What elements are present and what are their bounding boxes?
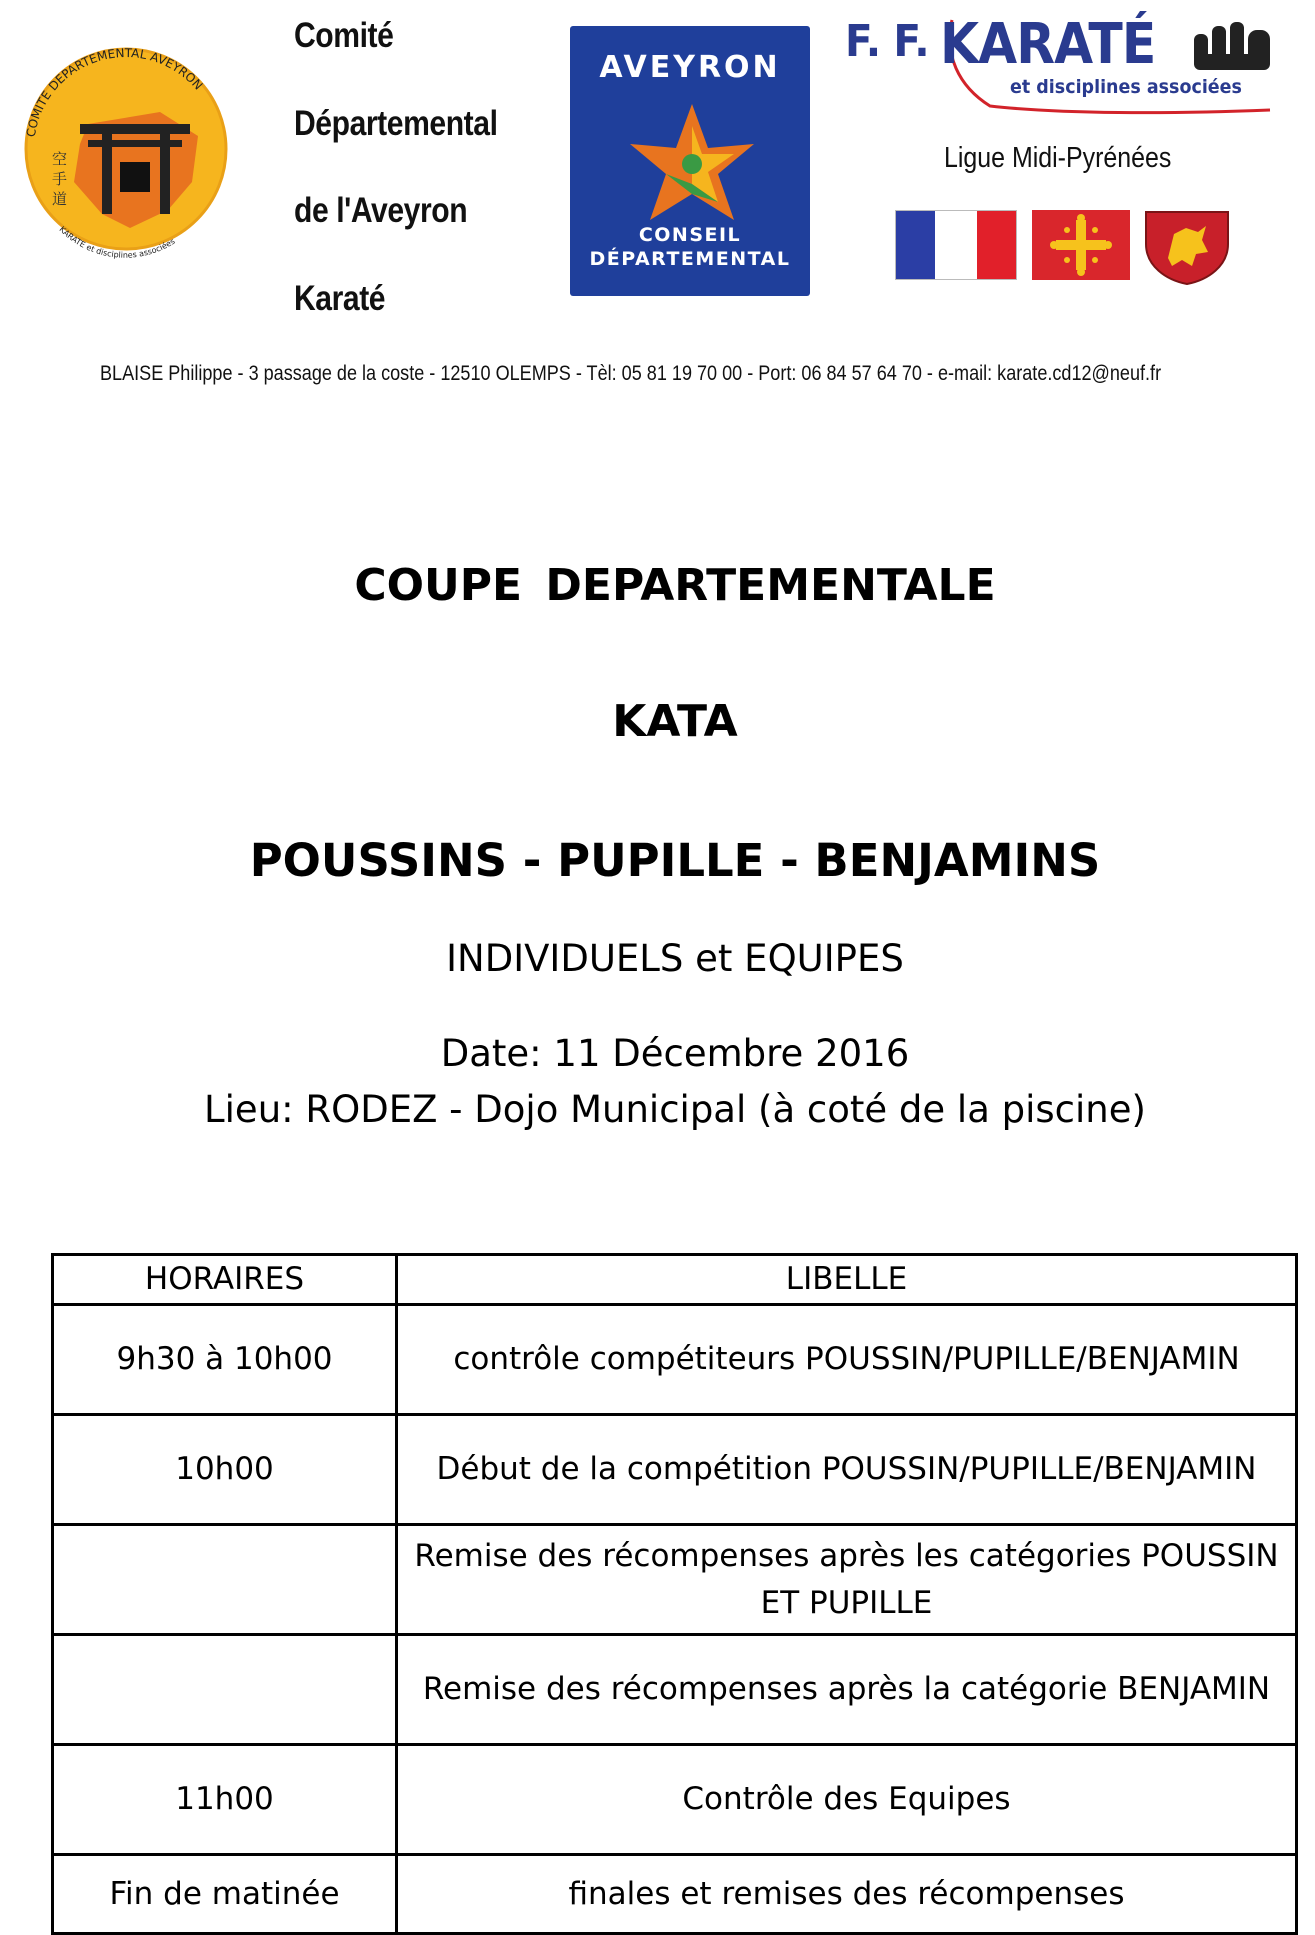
row-time: 10h00	[53, 1415, 397, 1525]
aveyron-logo-title: AVEYRON	[599, 50, 781, 85]
fist-icon	[1190, 20, 1274, 76]
aveyron-logo-conseil: CONSEIL	[638, 224, 742, 246]
table-row	[53, 1855, 1297, 1934]
svg-text:空: 空	[52, 150, 68, 168]
logo-ring-text: COMITE DEPARTEMENTAL AVEYRON	[23, 45, 206, 138]
committee-logo	[10, 14, 235, 284]
row-time: 9h30 à 10h00	[53, 1305, 397, 1415]
table-row	[53, 1305, 1297, 1415]
row-time	[53, 1525, 397, 1635]
star-icon	[622, 96, 762, 236]
event-location: Lieu: RODEZ - Dojo Municipal (à coté de la piscine)	[204, 1088, 1146, 1131]
row-label: Début de la compétition POUSSIN/PUPILLE/BENJAMIN	[397, 1415, 1297, 1525]
table-row	[53, 1745, 1297, 1855]
svg-text:道: 道	[52, 190, 68, 208]
event-categories: POUSSINS - PUPILLE - BENJAMINS	[249, 834, 1101, 887]
ffk-karate-wordmark: KARATÉ	[940, 12, 1156, 77]
row-time: 11h00	[53, 1745, 397, 1855]
aveyron-logo-departemental: DÉPARTEMENTAL	[589, 248, 791, 270]
table-row	[53, 1635, 1297, 1745]
logo-bottom-text: KARATE et disciplines associées	[57, 224, 177, 260]
french-flag-icon	[895, 210, 1017, 280]
committee-name-line-4: Karaté	[294, 279, 386, 318]
contact-line: BLAISE Philippe - 3 passage de la coste - 12510 OLEMPS - Tèl: 05 81 19 70 00 - Port: 06 84 57 64 70 - e-mail: karate.cd12@neuf.fr	[100, 362, 1162, 385]
table-row	[53, 1525, 1297, 1635]
header-horaires: HORAIRES	[53, 1255, 397, 1305]
ligue-name: Ligue Midi-Pyrénées	[944, 142, 1172, 174]
header-libelle: LIBELLE	[397, 1255, 1297, 1305]
rouergue-shield-icon	[1142, 208, 1232, 286]
ffk-initials: F. F.	[845, 16, 929, 67]
row-label: Contrôle des Equipes	[397, 1745, 1297, 1855]
event-discipline: KATA	[612, 696, 738, 747]
schedule-table	[51, 1253, 1298, 1935]
event-date: Date: 11 Décembre 2016	[440, 1032, 910, 1075]
row-label: finales et remises des récompenses	[397, 1855, 1297, 1934]
event-type: INDIVIDUELS et EQUIPES	[446, 937, 904, 980]
committee-name-line-2: Départemental	[294, 104, 498, 143]
ffk-subtitle: et disciplines associées	[1010, 76, 1242, 98]
table-header-row	[53, 1255, 1297, 1305]
row-label: contrôle compétiteurs POUSSIN/PUPILLE/BENJAMIN	[397, 1305, 1297, 1415]
row-time: Fin de matinée	[53, 1855, 397, 1934]
row-label: Remise des récompenses après les catégories POUSSIN ET PUPILLE	[397, 1525, 1297, 1635]
row-time	[53, 1635, 397, 1745]
committee-name-line-1: Comité	[294, 16, 394, 55]
aveyron-conseil-logo	[570, 26, 810, 296]
table-row	[53, 1415, 1297, 1525]
occitan-cross-flag-icon	[1032, 210, 1130, 280]
svg-text:手: 手	[52, 170, 68, 188]
row-label: Remise des récompenses après la catégorie BENJAMIN	[397, 1635, 1297, 1745]
committee-name-line-3: de l'Aveyron	[294, 191, 468, 230]
event-title: COUPE DEPARTEMENTALE	[354, 560, 996, 611]
